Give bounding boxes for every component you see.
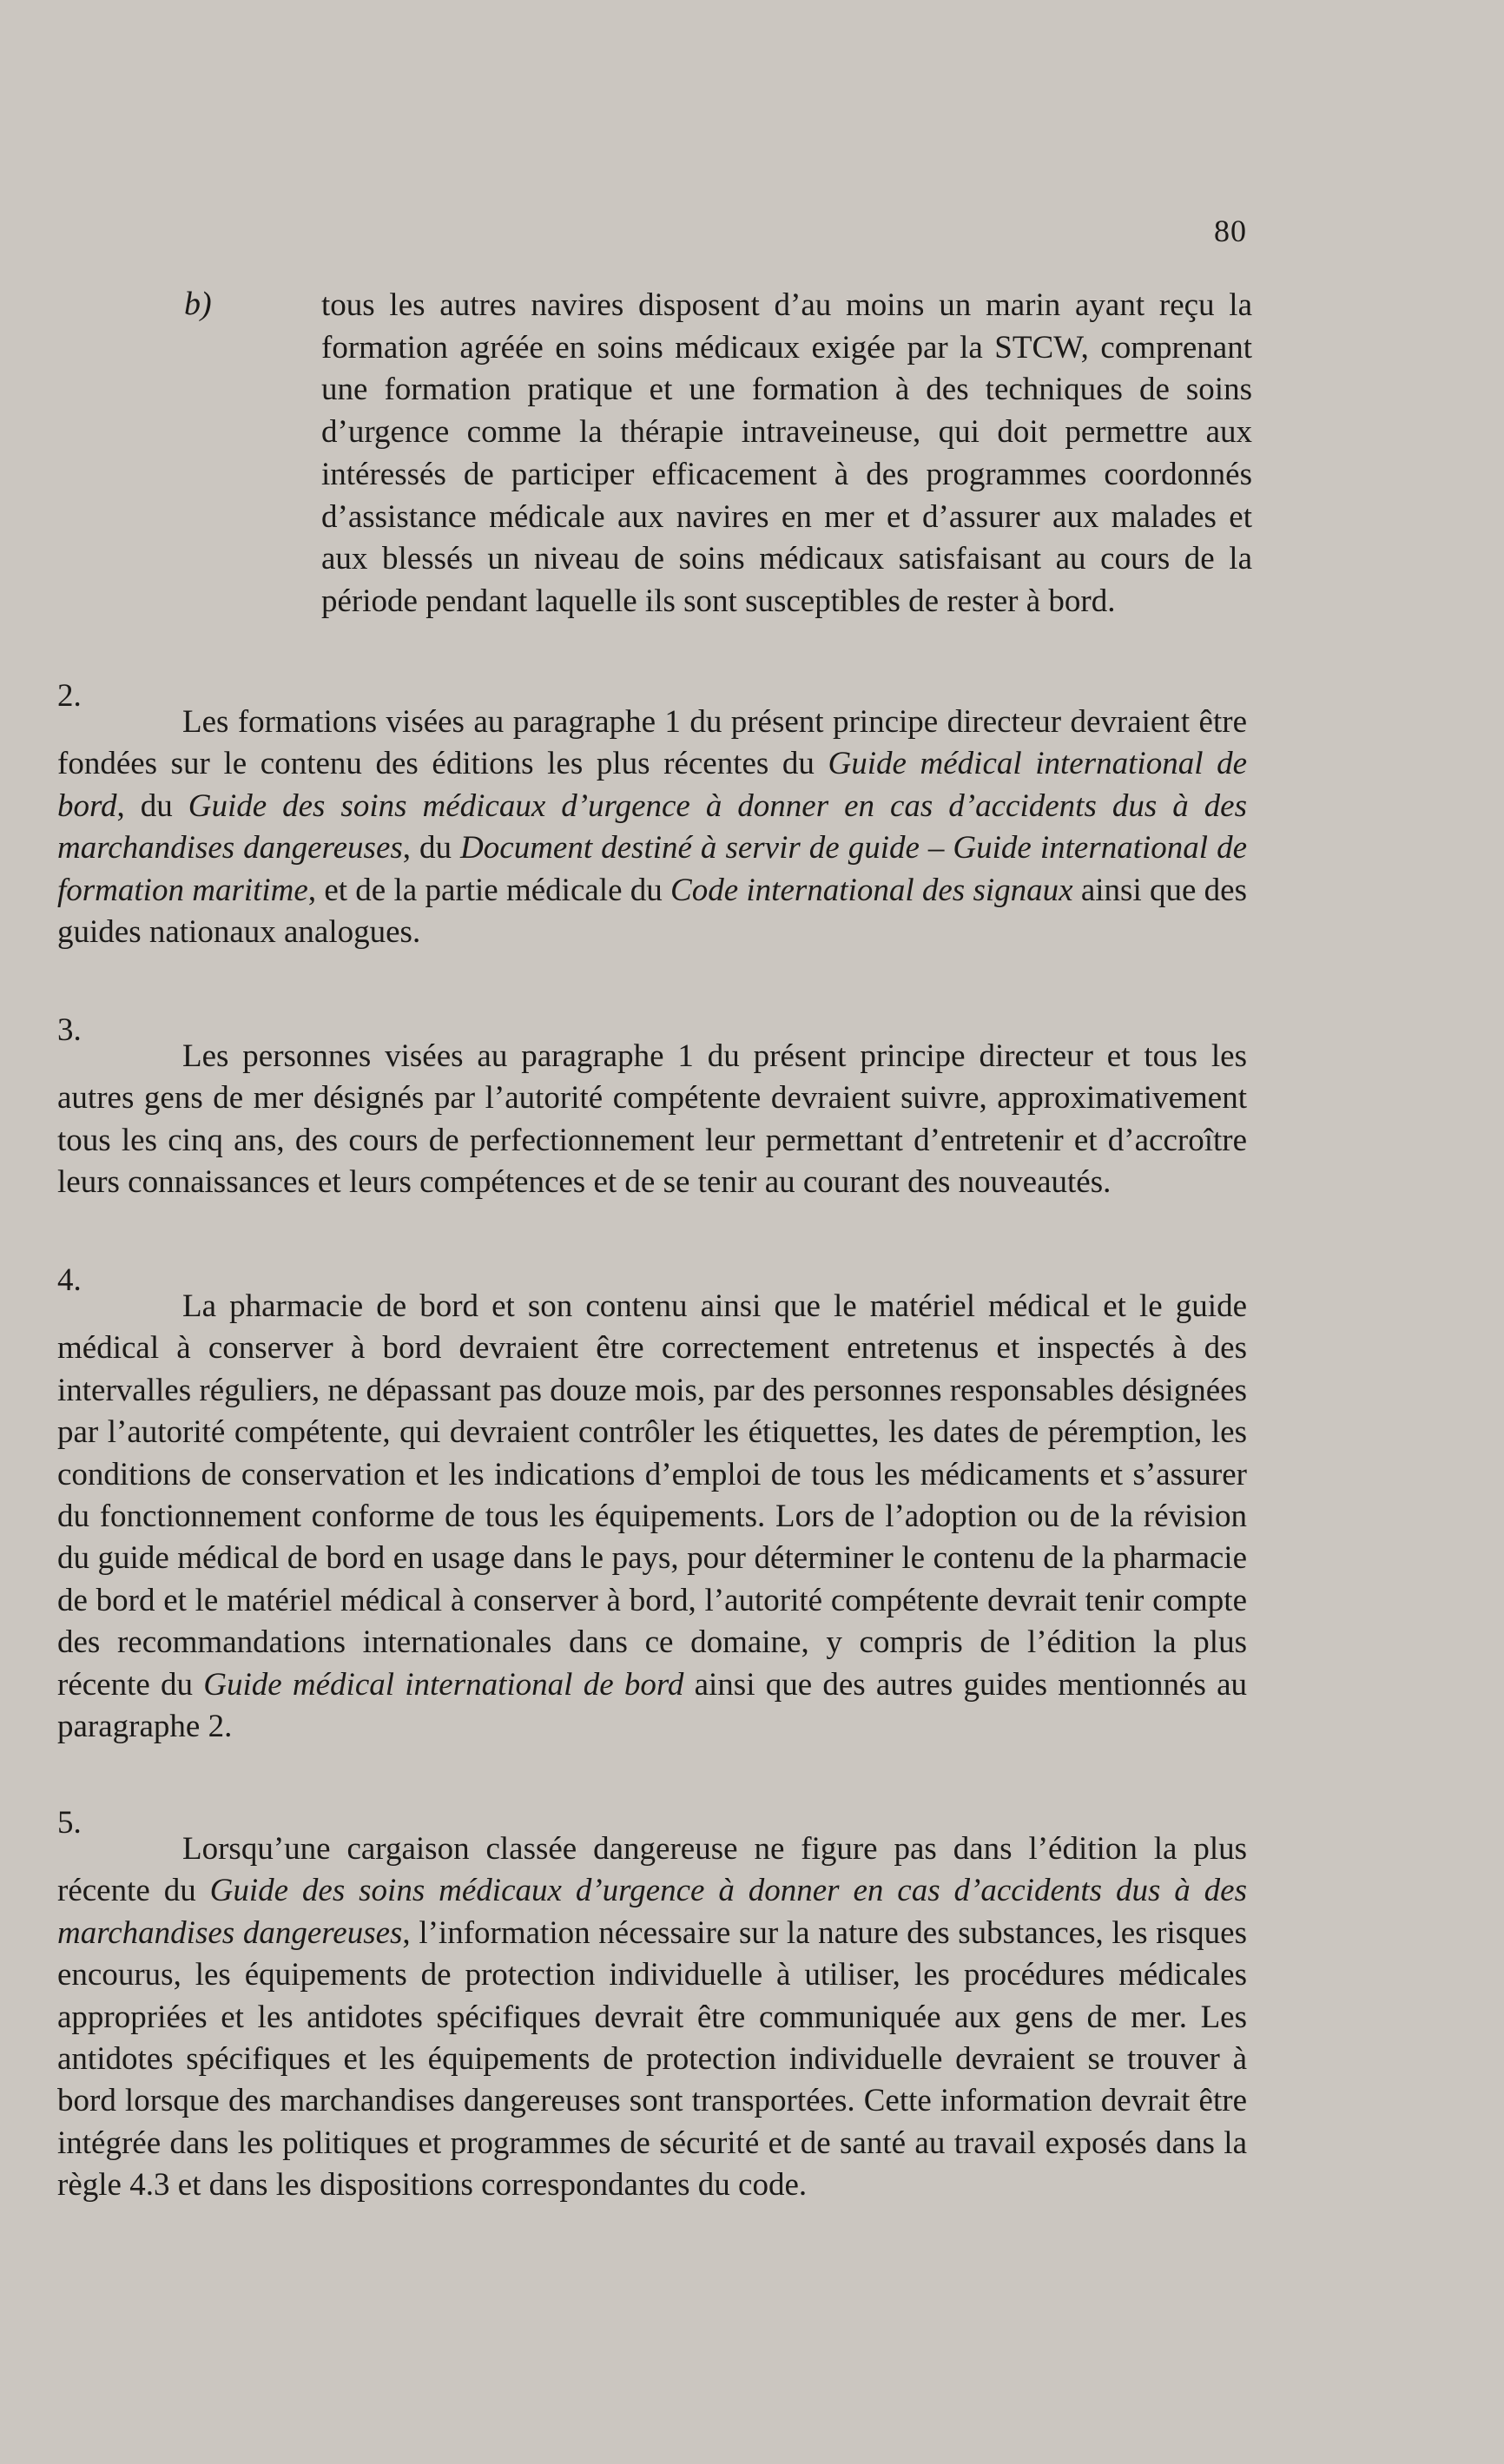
page-number: 80	[1214, 214, 1247, 248]
paragraph-text: Lorsqu’une cargaison classée dangereuse ne figure pas dans l’édition la plus récente du Guide des soins médicaux d’urgence à donner en cas d’accidents dus à des marchandises dangereuses, l’information nécessaire sur la nature des substances, les risques encourus, les équipements de protection individuelle à utiliser, les procédures médicales appropriées et les antidotes spécifiques devrait être communiquée aux gens de mer. Les antidotes spécifiques et les équipements de protection individuelle devraient se trouver à bord lorsque des marchandises dangereuses sont transportées. Cette information devrait être intégrée dans les politiques et programmes de sécurité et de santé au travail exposés dans la règle 4.3 et dans les dispositions correspondantes du code.	[57, 1831, 1247, 2204]
paragraph-number: 2.	[57, 678, 82, 714]
reference-title: Document destiné à servir de guide – Guide international de formation maritime	[57, 830, 1247, 908]
paragraph-2	[57, 679, 1247, 953]
list-item-label: b)	[184, 286, 212, 322]
list-item-text: tous les autres navires disposent d’au moins un marin ayant reçu la formation agréée en soins médicaux exigée par la STCW, comprenant une formation pratique et une formation à des techniques de soins d’urgence comme la thérapie intraveineuse, qui doit permettre aux intéressés de participer efficacement à des programmes coordonnés d’assistance médicale aux navires en mer et d’assurer aux malades et aux blessés un niveau de soins médicaux satisfaisant au cours de la période pendant laquelle ils sont susceptibles de rester à bord.	[321, 287, 1252, 619]
paragraph-5	[57, 1806, 1247, 2207]
paragraph-text: Les personnes visées au paragraphe 1 du présent principe directeur et tous les autres gens de mer désignés par l’autorité compétente devraient suivre, approximativement tous les cinq ans, des cours de perfectionnement leur permettant d’entretenir et d’accroître leurs connaissances et leurs compétences et de se tenir au courant des nouveautés.	[57, 1038, 1247, 1201]
reference-title: Guide des soins médicaux d’urgence à donner en cas d’accidents dus à des marchandises dangereuses	[57, 1873, 1247, 1951]
reference-title: Guide médical international de bord	[57, 746, 1247, 824]
paragraph-text: La pharmacie de bord et son contenu ainsi que le matériel médical et le guide médical à conserver à bord devraient être correctement entretenus et inspectés à des intervalles réguliers, ne dépassant pas douze mois, par des personnes responsables désignées par l’autorité compétente, qui devraient contrôler les étiquettes, les dates de péremption, les conditions de conservation et les indications d’emploi de tous les médicaments et s’assurer du fonctionnement conforme de tous les équipements. Lors de l’adoption ou de la révision du guide médical de bord en usage dans le pays, pour déterminer le contenu de la pharmacie de bord et le matériel médical à conserver à bord, l’autorité compétente devrait tenir compte des recommandations internationales dans ce domaine, y compris de l’édition la plus récente du Guide médical international de bord ainsi que des autres guides mentionnés au paragraphe 2.	[57, 1288, 1248, 1745]
paragraph-3	[57, 1013, 1247, 1204]
paragraph-4	[57, 1263, 1247, 1748]
paragraph-text: Les formations visées au paragraphe 1 du présent principe directeur devraient être fondées sur le contenu des éditions les plus récentes du Guide médical international de bord, du Guide des soins médicaux d’urgence à donner en cas d’accidents dus à des marchandises dangereuses, du Document destiné à servir de guide – Guide international de formation maritime, et de la partie médicale du Code international des signaux ainsi que des guides nationaux analogues.	[57, 704, 1247, 951]
list-item-b	[184, 285, 1252, 623]
paragraph-number: 5.	[57, 1805, 82, 1841]
reference-title: Guide des soins médicaux d’urgence à donner en cas d’accidents dus à des marchandises dangereuses	[57, 787, 1247, 866]
paragraph-number: 3.	[57, 1012, 82, 1048]
reference-title: Code international des signaux	[670, 872, 1073, 908]
paragraph-number: 4.	[57, 1262, 82, 1298]
reference-title: Guide médical international de bord	[203, 1666, 684, 1703]
